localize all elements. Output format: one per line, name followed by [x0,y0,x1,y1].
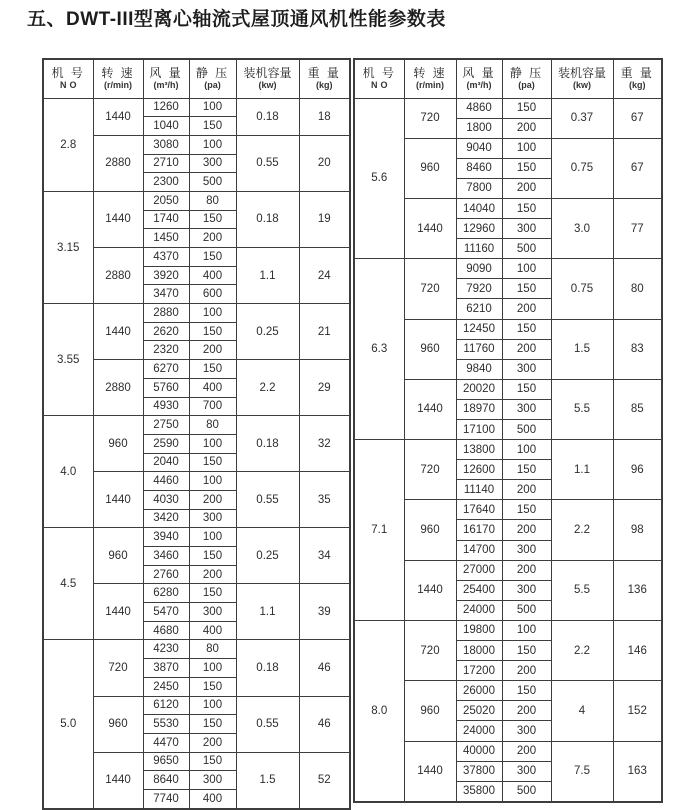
weight-cell: 46 [299,640,350,696]
pressure-cell: 200 [502,661,551,681]
weight-cell: 39 [299,584,350,640]
pressure-cell: 100 [502,259,551,279]
flow-cell: 17100 [456,420,502,440]
flow-cell: 6280 [143,584,189,603]
col-header-capacity [236,59,299,98]
flow-cell: 16170 [456,520,502,540]
capacity-cell: 2.2 [551,500,613,560]
flow-cell: 3870 [143,659,189,678]
capacity-cell: 0.75 [551,259,613,319]
flow-cell: 24000 [456,600,502,620]
col-header-unit: (kg) [629,80,646,91]
speed-cell: 1440 [93,584,143,640]
flow-cell: 2300 [143,173,189,192]
capacity-cell: 0.55 [236,135,299,191]
pressure-cell: 150 [189,117,236,136]
capacity-cell: 0.25 [236,528,299,584]
pressure-cell: 600 [189,285,236,304]
pressure-cell: 150 [189,752,236,771]
flow-cell: 9040 [456,138,502,158]
performance-table-left [42,58,351,810]
col-header-pressure [502,59,551,98]
flow-cell: 5470 [143,603,189,622]
weight-cell: 29 [299,360,350,416]
machine-no-cell: 4.0 [43,416,93,528]
speed-cell: 1440 [404,379,456,439]
pressure-cell: 400 [189,378,236,397]
machine-no-cell: 5.0 [43,640,93,809]
pressure-cell: 500 [189,173,236,192]
col-header-label: 静 压 [509,66,544,81]
weight-cell: 80 [613,259,662,319]
flow-cell: 2040 [143,453,189,472]
speed-cell: 2880 [93,135,143,191]
pressure-cell: 150 [502,98,551,118]
flow-cell: 2320 [143,341,189,360]
weight-cell: 96 [613,440,662,500]
pressure-cell: 500 [502,781,551,802]
pressure-cell: 150 [502,681,551,701]
flow-cell: 7800 [456,178,502,198]
pressure-cell: 300 [502,721,551,741]
flow-cell: 2750 [143,416,189,435]
flow-cell: 7920 [456,279,502,299]
flow-cell: 3470 [143,285,189,304]
weight-cell: 83 [613,319,662,379]
flow-cell: 1450 [143,229,189,248]
pressure-cell: 100 [189,434,236,453]
flow-cell: 4030 [143,490,189,509]
machine-no-cell: 3.15 [43,191,93,303]
header-row [43,59,350,98]
pressure-cell: 100 [189,528,236,547]
weight-cell: 98 [613,500,662,560]
speed-cell: 960 [404,500,456,560]
flow-cell: 24000 [456,721,502,741]
pressure-cell: 150 [189,322,236,341]
speed-cell: 1440 [404,198,456,258]
pressure-cell: 100 [189,659,236,678]
pressure-cell: 300 [189,603,236,622]
pressure-cell: 150 [189,677,236,696]
col-header-weight [299,59,350,98]
pressure-cell: 200 [502,741,551,761]
flow-cell: 19800 [456,620,502,640]
pressure-cell: 100 [189,696,236,715]
flow-cell: 17640 [456,500,502,520]
flow-cell: 2450 [143,677,189,696]
flow-cell: 4370 [143,248,189,267]
flow-cell: 40000 [456,741,502,761]
flow-cell: 1740 [143,210,189,229]
pressure-cell: 200 [189,229,236,248]
pressure-cell: 150 [189,360,236,379]
table-header [43,59,350,98]
pressure-cell: 200 [502,480,551,500]
pressure-cell: 300 [502,359,551,379]
pressure-cell: 150 [502,319,551,339]
table-row [43,98,350,117]
col-header-unit: (pa) [518,80,535,91]
table-row [354,440,662,460]
capacity-cell: 1.5 [551,319,613,379]
pressure-cell: 200 [502,299,551,319]
flow-cell: 9090 [456,259,502,279]
flow-cell: 11140 [456,480,502,500]
flow-cell: 8460 [456,158,502,178]
col-header-unit: (m³/h) [153,80,179,91]
flow-cell: 3920 [143,266,189,285]
col-header-label: 机 号 [51,66,85,81]
pressure-cell: 700 [189,397,236,416]
table-body-right [354,98,662,802]
table-row [43,640,350,659]
pressure-cell: 100 [189,135,236,154]
pressure-cell: 150 [189,715,236,734]
pressure-cell: 300 [189,509,236,528]
weight-cell: 35 [299,472,350,528]
flow-cell: 37800 [456,761,502,781]
machine-no-cell: 6.3 [354,259,404,440]
capacity-cell: 4 [551,681,613,741]
pressure-cell: 200 [189,733,236,752]
pressure-cell: 100 [189,472,236,491]
capacity-cell: 5.5 [551,560,613,620]
pressure-cell: 150 [502,641,551,661]
flow-cell: 14040 [456,198,502,218]
col-header-unit: (kw) [258,80,277,91]
pressure-cell: 200 [189,565,236,584]
pressure-cell: 400 [189,266,236,285]
col-header-machine-no [43,59,93,98]
flow-cell: 6120 [143,696,189,715]
capacity-cell: 2.2 [551,620,613,680]
weight-cell: 85 [613,379,662,439]
table-row [354,259,662,279]
pressure-cell: 150 [502,198,551,218]
speed-cell: 2880 [93,248,143,304]
machine-no-cell: 5.6 [354,98,404,259]
flow-cell: 1260 [143,98,189,117]
flow-cell: 12450 [456,319,502,339]
flow-cell: 2880 [143,304,189,323]
capacity-cell: 0.25 [236,304,299,360]
capacity-cell: 1.5 [236,752,299,809]
weight-cell: 32 [299,416,350,472]
col-header-speed [93,59,143,98]
col-header-label: 静 压 [195,66,230,81]
pressure-cell: 200 [189,341,236,360]
pressure-cell: 300 [189,154,236,173]
capacity-cell: 3.0 [551,198,613,258]
pressure-cell: 300 [502,761,551,781]
flow-cell: 3940 [143,528,189,547]
table-row [354,98,662,118]
flow-cell: 35800 [456,781,502,802]
col-header-flow [456,59,502,98]
speed-cell: 1440 [404,741,456,802]
capacity-cell: 1.1 [236,584,299,640]
table-row [43,191,350,210]
weight-cell: 20 [299,135,350,191]
speed-cell: 720 [404,440,456,500]
flow-cell: 6270 [143,360,189,379]
col-header-label: 重 量 [620,66,654,81]
pressure-cell: 300 [502,399,551,419]
col-header-label: 风 量 [462,66,496,81]
pressure-cell: 150 [502,158,551,178]
pressure-cell: 100 [502,620,551,640]
flow-cell: 2710 [143,154,189,173]
performance-table-right [353,58,663,803]
tables-container [42,58,663,810]
flow-cell: 14700 [456,540,502,560]
speed-cell: 960 [93,696,143,752]
flow-cell: 25020 [456,701,502,721]
weight-cell: 46 [299,696,350,752]
col-header-unit: (kg) [316,80,333,91]
pressure-cell: 150 [189,547,236,566]
machine-no-cell: 2.8 [43,98,93,191]
flow-cell: 2620 [143,322,189,341]
col-header-pressure [189,59,236,98]
machine-no-cell: 8.0 [354,620,404,801]
speed-cell: 720 [404,259,456,319]
pressure-cell: 300 [189,771,236,790]
speed-cell: 960 [404,319,456,379]
col-header-flow [143,59,189,98]
machine-no-cell: 4.5 [43,528,93,640]
col-header-unit: (kw) [573,80,591,91]
pressure-cell: 150 [502,500,551,520]
table-row [43,528,350,547]
capacity-cell: 0.55 [236,472,299,528]
pressure-cell: 100 [502,440,551,460]
table-body-left [43,98,350,809]
speed-cell: 960 [93,416,143,472]
capacity-cell: 7.5 [551,741,613,802]
speed-cell: 1440 [93,304,143,360]
col-header-unit: (m³/h) [466,80,492,91]
capacity-cell: 1.1 [236,248,299,304]
flow-cell: 25400 [456,580,502,600]
pressure-cell: 300 [502,540,551,560]
pressure-cell: 150 [189,248,236,267]
col-header-machine-no [354,59,404,98]
flow-cell: 8640 [143,771,189,790]
pressure-cell: 400 [189,789,236,808]
weight-cell: 67 [613,138,662,198]
flow-cell: 4470 [143,733,189,752]
speed-cell: 960 [93,528,143,584]
speed-cell: 720 [404,98,456,138]
pressure-cell: 200 [502,339,551,359]
pressure-cell: 100 [189,304,236,323]
flow-cell: 27000 [456,560,502,580]
flow-cell: 12960 [456,219,502,239]
speed-cell: 1440 [93,752,143,809]
weight-cell: 163 [613,741,662,802]
flow-cell: 4930 [143,397,189,416]
flow-cell: 11160 [456,239,502,259]
pressure-cell: 500 [502,420,551,440]
flow-cell: 1040 [143,117,189,136]
table-row [43,304,350,323]
capacity-cell: 2.2 [236,360,299,416]
weight-cell: 67 [613,98,662,138]
pressure-cell: 500 [502,600,551,620]
col-header-capacity [551,59,613,98]
flow-cell: 4860 [456,98,502,118]
col-header-speed [404,59,456,98]
flow-cell: 9840 [456,359,502,379]
pressure-cell: 150 [502,460,551,480]
flow-cell: 5530 [143,715,189,734]
table-row [43,416,350,435]
pressure-cell: 150 [189,210,236,229]
flow-cell: 7740 [143,789,189,808]
capacity-cell: 1.1 [551,440,613,500]
pressure-cell: 200 [189,490,236,509]
flow-cell: 5760 [143,378,189,397]
speed-cell: 960 [404,681,456,741]
pressure-cell: 400 [189,621,236,640]
capacity-cell: 0.18 [236,98,299,135]
weight-cell: 19 [299,191,350,247]
pressure-cell: 200 [502,560,551,580]
page-title: 五、DWT-III型离心轴流式屋顶通风机性能参数表 [27,9,446,30]
flow-cell: 3080 [143,135,189,154]
pressure-cell: 80 [189,416,236,435]
capacity-cell: 0.55 [236,696,299,752]
pressure-cell: 200 [502,178,551,198]
pressure-cell: 100 [502,138,551,158]
flow-cell: 20020 [456,379,502,399]
machine-no-cell: 7.1 [354,440,404,621]
pressure-cell: 300 [502,219,551,239]
weight-cell: 18 [299,98,350,135]
speed-cell: 2880 [93,360,143,416]
pressure-cell: 200 [502,520,551,540]
flow-cell: 18970 [456,399,502,419]
weight-cell: 77 [613,198,662,258]
capacity-cell: 5.5 [551,379,613,439]
capacity-cell: 0.37 [551,98,613,138]
col-header-label: 装机容量 [243,66,292,81]
pressure-cell: 500 [502,239,551,259]
flow-cell: 6210 [456,299,502,319]
flow-cell: 18000 [456,641,502,661]
flow-cell: 4460 [143,472,189,491]
speed-cell: 1440 [404,560,456,620]
flow-cell: 3460 [143,547,189,566]
flow-cell: 13800 [456,440,502,460]
col-header-unit: (pa) [204,80,221,91]
pressure-cell: 80 [189,640,236,659]
col-header-unit: (r/min) [104,80,132,91]
speed-cell: 1440 [93,98,143,135]
col-header-label: 转 速 [101,66,135,81]
pressure-cell: 200 [502,118,551,138]
weight-cell: 136 [613,560,662,620]
table-row [354,620,662,640]
capacity-cell: 0.75 [551,138,613,198]
pressure-cell: 300 [502,580,551,600]
col-header-label: 转 速 [413,66,447,81]
col-header-unit: (r/min) [416,80,444,91]
capacity-cell: 0.18 [236,416,299,472]
flow-cell: 26000 [456,681,502,701]
speed-cell: 720 [93,640,143,696]
flow-cell: 4680 [143,621,189,640]
speed-cell: 1440 [93,191,143,247]
weight-cell: 21 [299,304,350,360]
flow-cell: 2590 [143,434,189,453]
header-row [354,59,662,98]
speed-cell: 960 [404,138,456,198]
table-header [354,59,662,98]
pressure-cell: 150 [502,279,551,299]
speed-cell: 720 [404,620,456,680]
flow-cell: 1800 [456,118,502,138]
flow-cell: 3420 [143,509,189,528]
pressure-cell: 80 [189,191,236,210]
col-header-unit: NO [371,80,391,91]
pressure-cell: 150 [189,453,236,472]
capacity-cell: 0.18 [236,640,299,696]
flow-cell: 4230 [143,640,189,659]
flow-cell: 17200 [456,661,502,681]
col-header-label: 风 量 [149,66,183,81]
flow-cell: 11760 [456,339,502,359]
weight-cell: 24 [299,248,350,304]
flow-cell: 12600 [456,460,502,480]
weight-cell: 52 [299,752,350,809]
pressure-cell: 150 [502,379,551,399]
pressure-cell: 100 [189,98,236,117]
speed-cell: 1440 [93,472,143,528]
flow-cell: 2760 [143,565,189,584]
col-header-label: 重 量 [307,66,341,81]
machine-no-cell: 3.55 [43,304,93,416]
flow-cell: 9650 [143,752,189,771]
col-header-unit: NO [60,80,80,91]
weight-cell: 34 [299,528,350,584]
flow-cell: 2050 [143,191,189,210]
pressure-cell: 200 [502,701,551,721]
weight-cell: 146 [613,620,662,680]
col-header-label: 装机容量 [557,66,606,81]
col-header-label: 机 号 [362,66,396,81]
weight-cell: 152 [613,681,662,741]
capacity-cell: 0.18 [236,191,299,247]
pressure-cell: 150 [189,584,236,603]
col-header-weight [613,59,662,98]
